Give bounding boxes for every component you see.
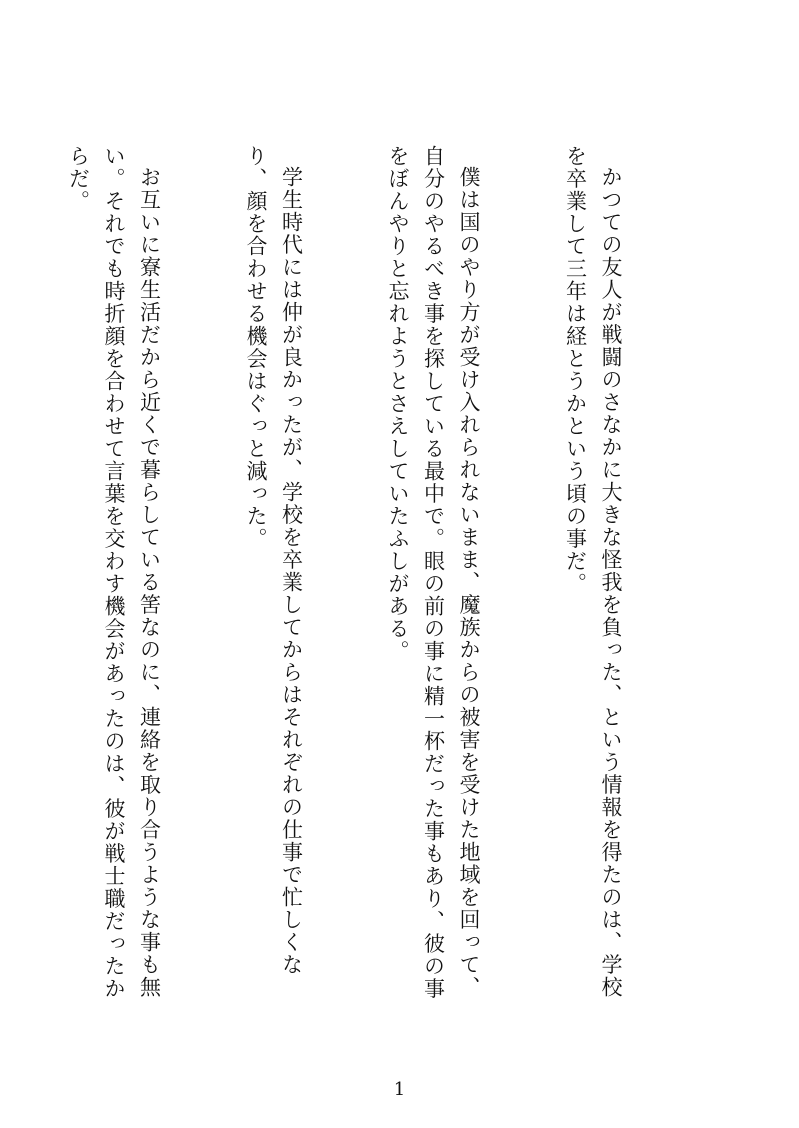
page-number: 1: [393, 1079, 406, 1100]
paragraph-2: 僕は国のやり方が受け入れられないまま、魔族からの被害を受けた地域を回って、自分のやるべき事を探している最中で。眼の前の事に精一杯だった事もあり、彼の事をぼんやりと忘れようとさえしていたふしがある。: [386, 145, 481, 1000]
vertical-text-body: [0, 145, 699, 1005]
paragraph-3: 学生時代には仲が良かったが、学校を卒業してからはそれぞれの仕事で忙しくなり、顔を合わせる機会はぐっと減った。: [244, 145, 304, 976]
paragraph-1: かつての友人が戦闘のさなかに大きな怪我を負った、という情報を得たのは、学校を卒業して三年は経とうかという頃の事だ。: [563, 145, 623, 999]
paragraph-4: お互いに寮生活だから近くで暮らしている筈なのに、連絡を取り合うような事も無い。それでも時折顔を合わせて言葉を交わす機会があったのは、彼が戦士職だったからだ。: [66, 145, 162, 1000]
